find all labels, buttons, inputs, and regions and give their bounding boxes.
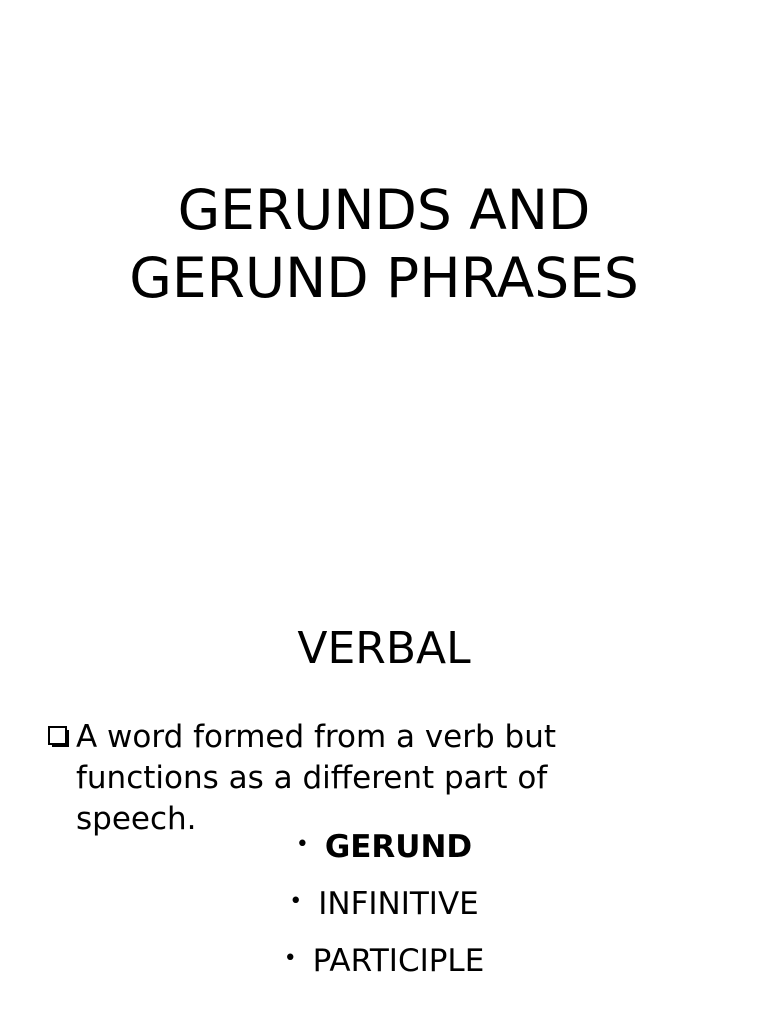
list-item: [0, 930, 768, 987]
list-item: [0, 873, 768, 930]
bullet-icon: •: [283, 946, 297, 971]
checkbox-icon: [46, 722, 74, 752]
verbal-types-list: [0, 816, 768, 987]
content-slide: [0, 512, 768, 1024]
bullet-icon: •: [295, 832, 309, 857]
title-line-2: GERUND PHRASES: [129, 246, 639, 310]
slide-heading: VERBAL: [297, 623, 471, 674]
list-item: [0, 816, 768, 873]
title-line-1: GERUNDS AND: [177, 178, 591, 242]
slide-title: [0, 176, 768, 312]
list-item-label: INFINITIVE: [318, 886, 479, 922]
list-item-label: GERUND: [324, 829, 473, 865]
list-item-label: PARTICIPLE: [312, 943, 485, 979]
definition-text: A word formed from a verb but functions as a different part of speech.: [76, 719, 557, 837]
bullet-icon: •: [289, 889, 303, 914]
